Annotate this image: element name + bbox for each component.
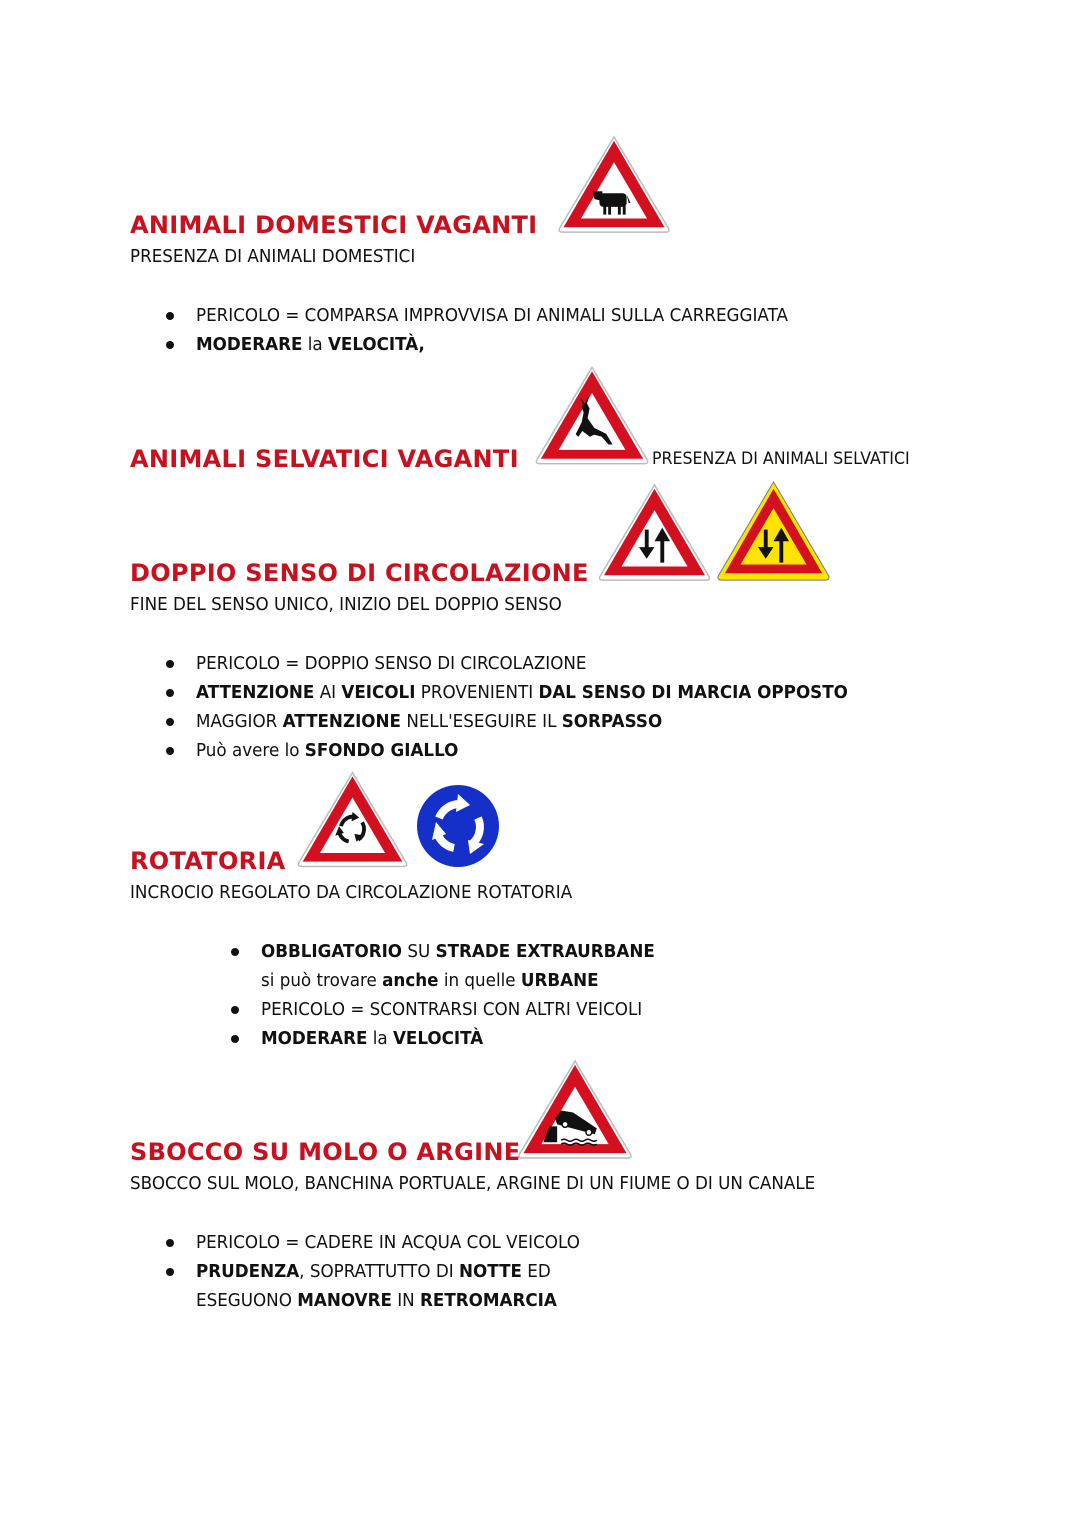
text: in quelle <box>438 970 521 991</box>
list-item <box>196 301 833 330</box>
list-item-continuation <box>261 966 684 995</box>
list-item <box>261 937 684 966</box>
roundabout-mandatory-sign <box>414 782 502 870</box>
text: IN <box>391 1290 420 1311</box>
bold-text: OBBLIGATORIO <box>261 941 403 962</box>
text: la <box>302 334 328 355</box>
bullet-dot <box>166 660 174 668</box>
list-item <box>196 1228 609 1257</box>
list-item <box>196 678 897 707</box>
bullet-dot <box>166 718 174 726</box>
section-subtitle-animali-domestici: PRESENZA DI ANIMALI DOMESTICI <box>130 246 416 267</box>
list-item <box>261 1024 684 1053</box>
bold-text: ATTENZIONE <box>282 711 401 732</box>
list-item <box>196 736 897 765</box>
bold-text: VELOCITÀ, <box>327 334 425 355</box>
bold-text: STRADE EXTRAURBANE <box>435 941 655 962</box>
text: ESEGUONO <box>196 1290 298 1311</box>
text: la <box>367 1028 393 1049</box>
bold-text: MODERARE <box>261 1028 368 1049</box>
list-item-continuation <box>196 1286 609 1315</box>
bullet-list-sbocco-molo <box>196 1228 609 1315</box>
bullet-list-rotatoria <box>261 937 684 1053</box>
section-subtitle-doppio-senso: FINE DEL SENSO UNICO, INIZIO DEL DOPPIO SENSO <box>130 594 562 615</box>
bullet-dot <box>166 1268 174 1276</box>
bold-text: MODERARE <box>196 334 303 355</box>
text: PERICOLO = SCONTRARSI CON ALTRI VEICOLI <box>261 999 643 1020</box>
two-way-traffic-sign <box>596 481 713 584</box>
bullet-list-doppio-senso <box>196 649 897 765</box>
bold-text: SFONDO GIALLO <box>304 740 459 761</box>
section-title-animali-domestici: ANIMALI DOMESTICI VAGANTI <box>130 211 538 239</box>
list-item <box>196 330 833 359</box>
section-subtitle-sbocco-molo: SBOCCO SUL MOLO, BANCHINA PORTUALE, ARGINE DI UN FIUME O DI UN CANALE <box>130 1173 816 1194</box>
bullet-dot <box>166 312 174 320</box>
bold-text: VEICOLI <box>341 682 416 703</box>
bullet-dot <box>166 689 174 697</box>
section-title-rotatoria: ROTATORIA <box>130 847 286 875</box>
bullet-dot <box>231 948 239 956</box>
text: PERICOLO = DOPPIO SENSO DI CIRCOLAZIONE <box>196 653 587 674</box>
bullet-dot <box>166 747 174 755</box>
list-item <box>196 1257 609 1286</box>
bullet-dot <box>231 1006 239 1014</box>
list-item <box>261 995 684 1024</box>
text: PROVENIENTI <box>415 682 539 703</box>
text: si può trovare <box>261 970 383 991</box>
list-item <box>196 707 897 736</box>
quay-riverbank-warning-sign <box>515 1057 635 1162</box>
bold-text: URBANE <box>520 970 599 991</box>
text: ED <box>521 1261 551 1282</box>
bold-text: SORPASSO <box>561 711 663 732</box>
list-item <box>196 649 897 678</box>
bold-text: DAL SENSO DI MARCIA OPPOSTO <box>538 682 848 703</box>
text: MAGGIOR <box>196 711 283 732</box>
text: AI <box>314 682 342 703</box>
text: , SOPRATTUTTO DI <box>299 1261 460 1282</box>
section-title-sbocco-molo: SBOCCO SU MOLO O ARGINE <box>130 1138 521 1166</box>
deer-warning-sign <box>533 363 651 468</box>
bold-text: MANOVRE <box>297 1290 392 1311</box>
text: PERICOLO = COMPARSA IMPROVVISA DI ANIMALI SULLA CARREGGIATA <box>196 305 788 326</box>
section-subtitle-rotatoria: INCROCIO REGOLATO DA CIRCOLAZIONE ROTATORIA <box>130 882 573 903</box>
bold-text: PRUDENZA <box>196 1261 300 1282</box>
text: Può avere lo <box>196 740 305 761</box>
bold-text: ATTENZIONE <box>196 682 315 703</box>
bold-text: RETROMARCIA <box>419 1290 557 1311</box>
bold-text: anche <box>382 970 439 991</box>
text: SU <box>402 941 436 962</box>
section-title-doppio-senso: DOPPIO SENSO DI CIRCOLAZIONE <box>130 559 589 587</box>
text: NELL'ESEGUIRE IL <box>400 711 562 732</box>
section-subtitle-animali-selvatici: PRESENZA DI ANIMALI SELVATICI <box>652 449 910 469</box>
bullet-dot <box>231 1035 239 1043</box>
two-way-traffic-yellow-sign <box>715 479 832 584</box>
bullet-list-animali-domestici <box>196 301 833 359</box>
roundabout-warning-sign <box>295 768 410 871</box>
text: PERICOLO = CADERE IN ACQUA COL VEICOLO <box>196 1232 580 1253</box>
bullet-dot <box>166 341 174 349</box>
bold-text: VELOCITÀ <box>392 1028 484 1049</box>
bold-text: NOTTE <box>459 1261 522 1282</box>
cow-warning-sign <box>555 133 673 236</box>
bullet-dot <box>166 1239 174 1247</box>
section-title-animali-selvatici: ANIMALI SELVATICI VAGANTI <box>130 445 519 473</box>
